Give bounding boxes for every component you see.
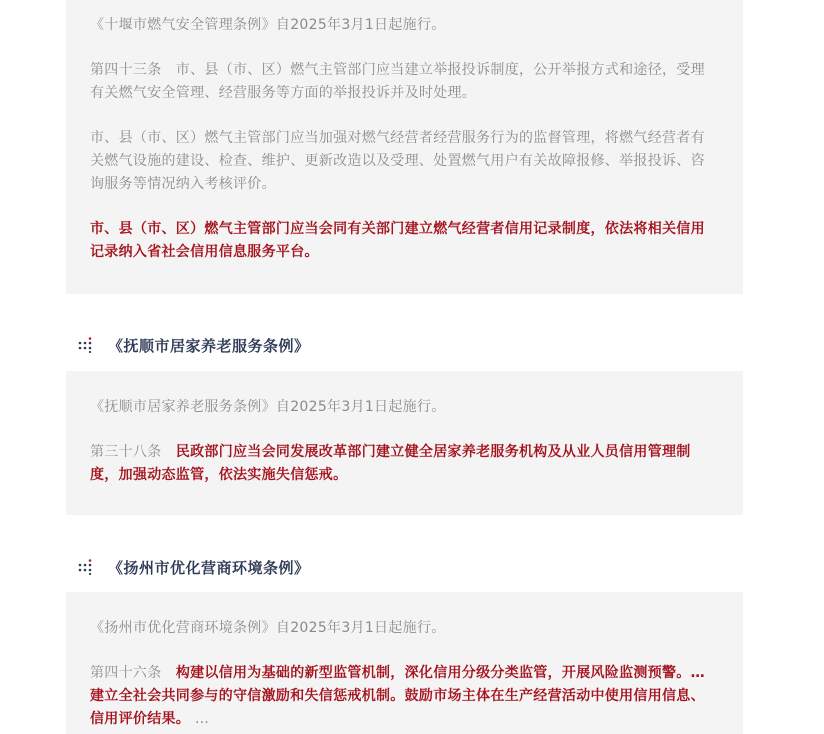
article-text: 民政部门应当会同发展改革部门建立健全居家养老服务机构及从业人员信用管理制度，加强动态监管，依法实施失信惩戒。 <box>90 444 691 483</box>
article-number: 第四十六条 <box>90 665 176 681</box>
section-title: 《抚顺市居家养老服务条例》 <box>108 336 310 355</box>
section-title: 《扬州市优化营商环境条例》 <box>108 558 310 577</box>
section-heading-fushun <box>78 333 310 357</box>
paragraph-supervision: 市、县（市、区）燃气主管部门应当加强对燃气经营者经营服务行为的监督管理，将燃气经营者有关燃气设施的建设、检查、维护、更新改造以及受理、处置燃气用户有关故障报修、举报投诉、咨询服务等情况纳入考核评价。 <box>90 130 705 192</box>
section-heading-yangzhou <box>78 555 310 579</box>
dot-grid-icon <box>78 337 94 353</box>
article-block-yangzhou <box>66 592 743 734</box>
dot-grid-icon <box>78 559 94 575</box>
article-block-shiyan <box>66 0 743 294</box>
paragraph-effective-date: 《抚顺市居家养老服务条例》自2025年3月1日起施行。 <box>90 399 446 415</box>
article-block-fushun <box>66 371 743 515</box>
paragraph-credit-record: 市、县（市、区）燃气主管部门应当会同有关部门建立燃气经营者信用记录制度，依法将相关信用记录纳入省社会信用信息服务平台。 <box>90 221 705 260</box>
paragraph-article-43: 第四十三条 市、县（市、区）燃气主管部门应当建立举报投诉制度，公开举报方式和途径，受理有关燃气安全管理、经营服务等方面的举报投诉并及时处理。 <box>90 62 705 101</box>
paragraph-effective-date: 《十堰市燃气安全管理条例》自2025年3月1日起施行。 <box>90 17 446 33</box>
article-text: 构建以信用为基础的新型监管机制，深化信用分级分类监管，开展风险监测预警。…建立全社会共同参与的守信激励和失信惩戒机制。鼓励市场主体在生产经营活动中使用信用信息、信用评价结果。 <box>90 665 705 727</box>
paragraph-article-38 <box>90 441 719 487</box>
article-number: 第三十八条 <box>90 444 176 460</box>
ellipsis-text: … <box>190 711 210 727</box>
paragraph-article-46 <box>90 662 719 731</box>
paragraph-effective-date: 《扬州市优化营商环境条例》自2025年3月1日起施行。 <box>90 620 446 636</box>
